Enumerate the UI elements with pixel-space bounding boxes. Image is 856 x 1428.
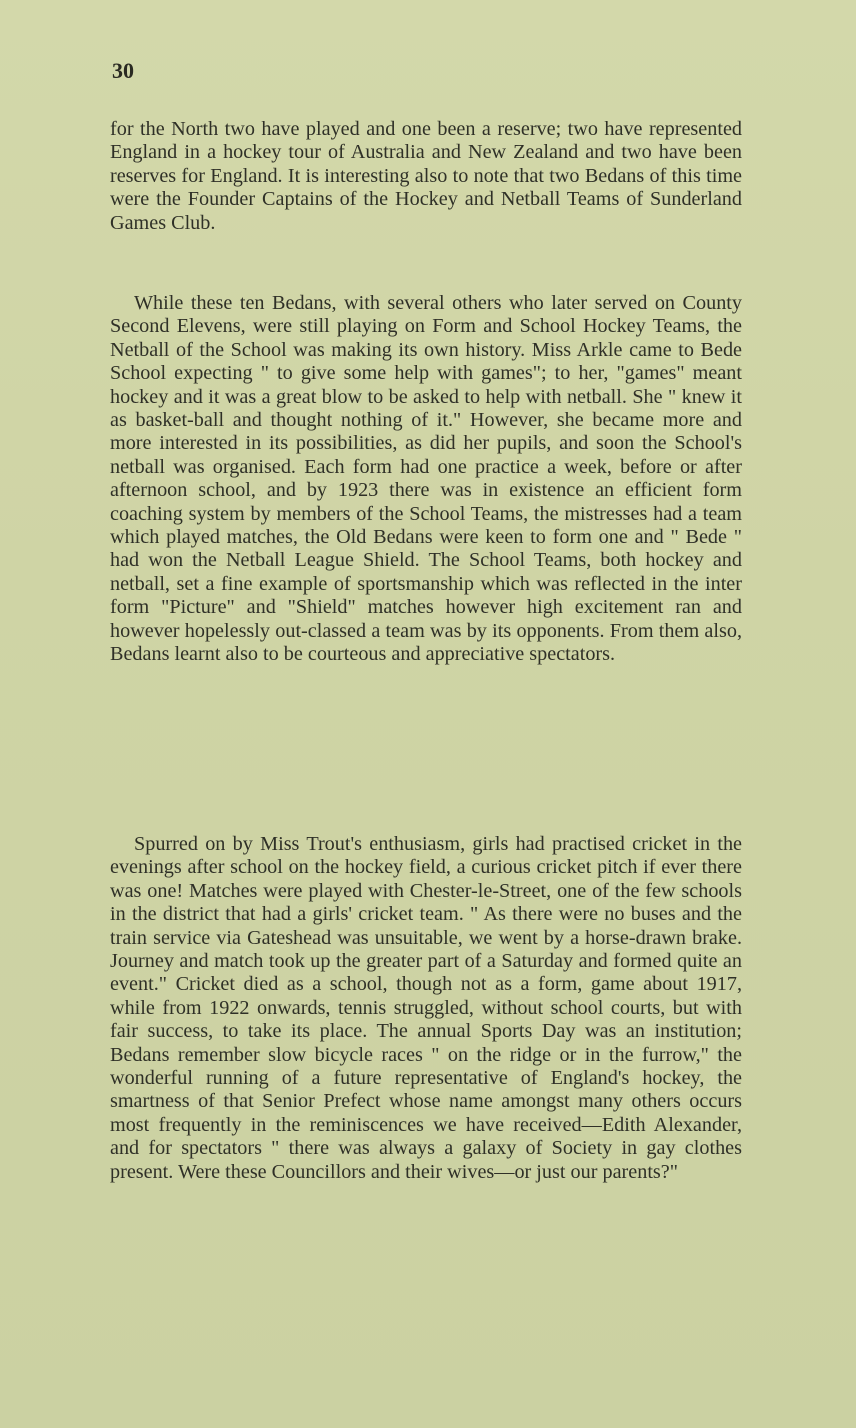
paragraph-netball-history: While these ten Bedans, with several others who later served on County Second Elevens, were still playing on Form and School Hockey Teams, the Netball of the School was making its own history. Miss Arkle came to Bede School expecting " to give some help with games"; to her, "games" meant hockey and it was a great blow to be asked to help with netball. She " knew it as basket-ball and thought nothing of it." However, she became more and more interested in its possibilities, as did her pupils, and soon the School's netball was organised. Each form had one practice a week, before or after afternoon school, and by 1923 there was in existence an efficient form coaching system by members of the School Teams, the mistresses had a team which played matches, the Old Bedans were keen to form one and " Bede " had won the Netball League Shield. The School Teams, both hockey and netball, set a fine example of sportsmanship which was reflected in the inter form "Picture" and "Shield" matches however high excitement ran and however hopelessly out-classed a team was by its opponents. From them also, Bedans learnt also to be courteous and appreciative spectators.	[110, 292, 742, 666]
page-number: 30	[112, 58, 134, 83]
paragraph-cricket-and-sports-day: Spurred on by Miss Trout's enthusiasm, girls had practised cricket in the evenings after school on the hockey field, a curious cricket pitch if ever there was one! Matches were played with Chester-le-Street, one of the few schools in the district that had a girls' cricket team. " As there were no buses and the train service via Gateshead was unsuitable, we went by a horse-drawn brake. Journey and match took up the greater part of a Saturday and formed quite an event." Cricket died as a school, though not as a form, game about 1917, while from 1922 onwards, tennis struggled, without school courts, but with fair success, to take its place. The annual Sports Day was an institution; Bedans remember slow bicycle races " on the ridge or in the furrow," the wonderful running of a future representative of England's hockey, the smartness of that Senior Prefect whose name amongst many others occurs most frequently in the reminiscences we have received—Edith Alexander, and for spectators " there was always a galaxy of Society in gay clothes present. Were these Councillors and their wives—or just our parents?"	[110, 833, 742, 1183]
paragraph-sports-achievements: for the North two have played and one been a reserve; two have represented England in a hockey tour of Australia and New Zealand and two have been reserves for England. It is interesting also to note that two Bedans of this time were the Founder Captains of the Hockey and Netball Teams of Sunderland Games Club.	[110, 118, 742, 234]
